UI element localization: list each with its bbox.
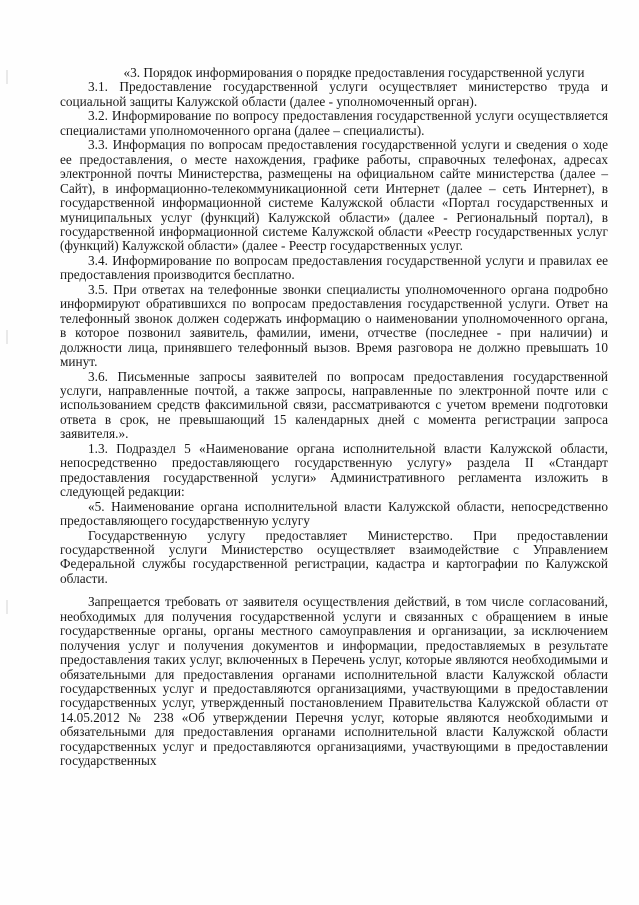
paragraph-3-2: 3.2. Информирование по вопросу предоставления государственной услуги осуществляется специалистами уполномоченного органа (далее – специалисты).	[60, 108, 608, 138]
paragraph-3-3: 3.3. Информация по вопросам предоставления государственной услуги и сведения о ходе ее предоставления, о месте нахождения, графике работы, справочных телефонах, адресах электронной почты Министерства, размещены на официальном сайте министерства (далее – Сайт), в информационно-телекоммуникационной сети Интернет (далее – сеть Интернет), в государственной информационной системе Калужской области «Портал государственных и муниципальных услуг (функций) Калужской области» (далее - Региональный портал), в государственной информационной системе Калужской области «Реестр государственных услуг (функций) Калужской области» (далее - Реестр государственных услуг.	[60, 137, 608, 254]
paragraph-3-6: 3.6. Письменные запросы заявителей по вопросам предоставления государственной услуги, направленные почтой, а также запросы, направленные по электронной почте или с использованием средств факсимильной связи, рассматриваются с учетом времени подготовки ответа в срок, не превышающий 15 календарных дней с момента регистрации запроса заявителя.».	[60, 368, 608, 442]
scan-margin-mark	[6, 330, 8, 344]
paragraph-3-4: 3.4. Информирование по вопросам предоставления государственной услуги и правилах ее предоставления производится бесплатно.	[60, 252, 608, 283]
paragraph-3-1: 3.1. Предоставление государственной услуги осуществляет министерство труда и социальной защиты Калужской области (далее - уполномоченный орган).	[60, 79, 608, 109]
paragraph-3-5: 3.5. При ответах на телефонные звонки специалисты уполномоченного органа подробно информируют обратившихся по вопросам предоставления государственной услуги. Ответ на телефонный звонок должен содержать информацию о наименовании уполномоченного органа, в которое позвонил заявитель, фамилии, имени, отчестве (последнее - при наличии) и должности лица, принявшего телефонный вызов. Время разговора не должно превышать 10 минут.	[60, 281, 608, 370]
subsection-5-title: «5. Наименование органа исполнительной власти Калужской области, непосредственно предоставляющего государственную услугу	[60, 498, 608, 529]
scan-margin-mark	[6, 70, 8, 84]
section-heading: «3. Порядок информирования о порядке предоставления государственной услуги	[123, 65, 585, 80]
scan-margin-mark	[6, 600, 8, 614]
paragraph-service-provider: Государственную услугу предоставляет Министерство. При предоставлении государственной услуги Министерство осуществляет взаимодействие с Управлением Федеральной службы государственной регистрации, кадастра и картографии по Калужской области.	[60, 527, 608, 586]
document-body	[60, 66, 608, 769]
paragraph-prohibition: Запрещается требовать от заявителя осуществления действий, в том числе согласований, необходимых для получения государственной услуги и связанных с обращением в иные государственные органы, органы местного самоуправления и организации, за исключением получения услуг и получения документов и информации, предоставляемых в результате предоставления таких услуг, включенных в Перечень услуг, которые являются необходимыми и обязательными для предоставления органами исполнительной власти Калужской области государственных услуг и предоставляются организациями, участвующими в предоставлении государственных услуг, утвержденный постановлением Правительства Калужской области от 14.05.2012 № 238 «Об утверждении Перечня услуг, которые являются необходимыми и обязательными для предоставления органами исполнительной власти Калужской области государственных услуг и предоставляются организациями, участвующими в предоставлении государственных	[60, 594, 608, 769]
paragraph-1-3: 1.3. Подраздел 5 «Наименование органа исполнительной власти Калужской области, непосредственно предоставляющего государственную услугу» раздела II «Стандарт предоставления государственной услуги» Административного регламента изложить в следующей редакции:	[60, 440, 608, 500]
